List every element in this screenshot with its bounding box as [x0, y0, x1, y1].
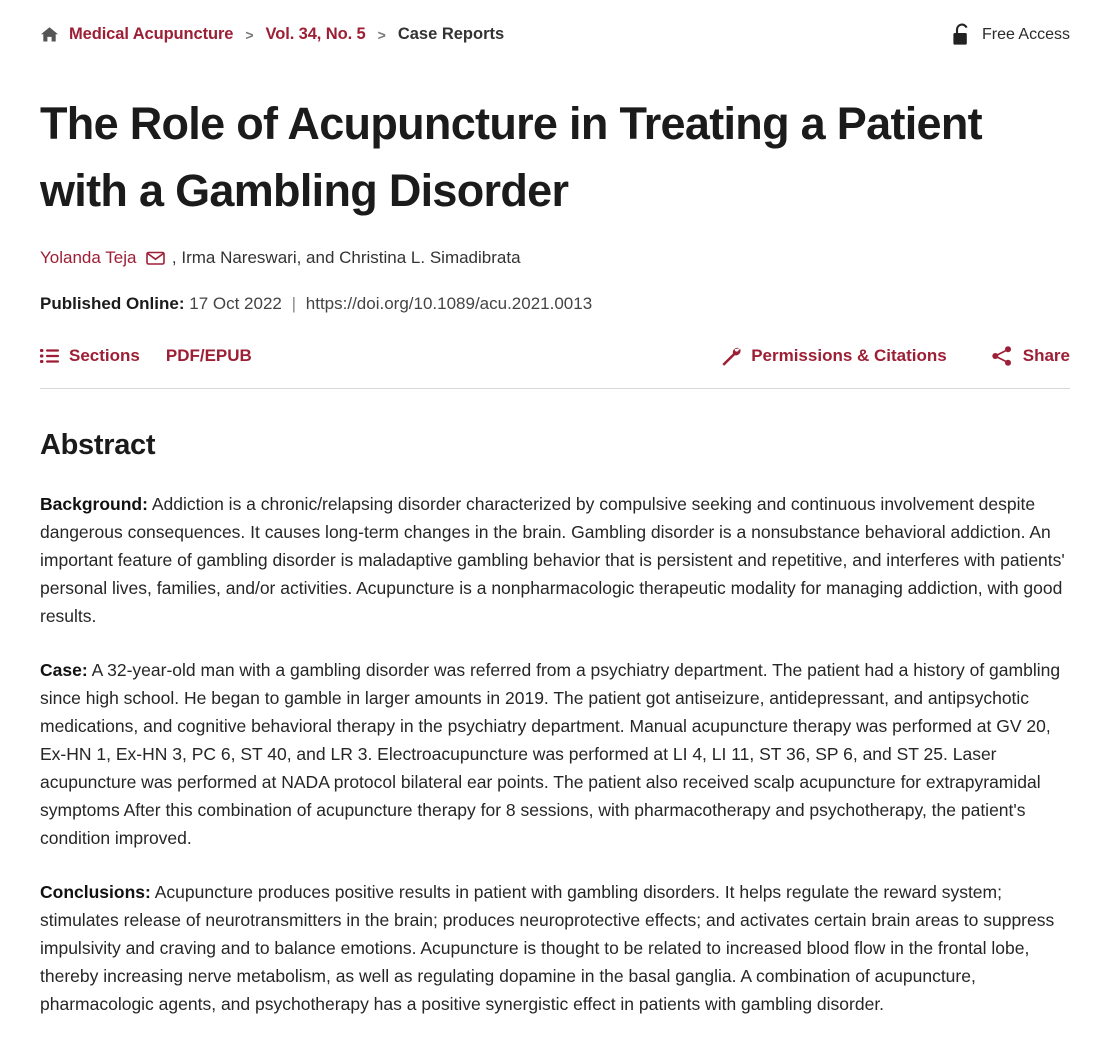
breadcrumb-separator-1: >: [245, 26, 254, 43]
home-icon[interactable]: [40, 26, 59, 43]
abstract-text-case: A 32-year-old man with a gambling disorder was referred from a psychiatry department. The patient had a history of gambling since high school. He began to gamble in larger amounts in 2019. The patient got antiseizure, antidepressant, and antipsychotic medications, and cognitive behavioral therapy in the psychiatry department. Manual acupuncture therapy was performed at GV 20, Ex-HN 1, Ex-HN 3, PC 6, ST 40, and LR 3. Electroacupuncture was performed at LI 4, LI 11, ST 36, SP 6, and ST 25. Laser acupuncture was performed at NADA protocol bilateral ear points. The patient also received scalp acupuncture for extrapyramidal symptoms After this combination of acupuncture therapy for 8 sessions, with pharmacotherapy and psychotherapy, the patient's condition improved.: [40, 659, 1061, 848]
abstract-paragraph-background: [40, 490, 1070, 630]
abstract-paragraph-case: [40, 656, 1070, 852]
free-access-label: Free Access: [981, 25, 1070, 43]
author-primary[interactable]: Yolanda Teja: [40, 248, 137, 268]
article-toolbar: [40, 346, 1070, 389]
breadcrumb-bar: [0, 0, 1102, 47]
breadcrumb: [40, 25, 504, 44]
open-lock-icon: [951, 22, 973, 47]
abstract-paragraph-conclusions: [40, 878, 1070, 1018]
free-access-badge: [951, 22, 1070, 47]
abstract-section: [40, 429, 1070, 1018]
authors-remaining: , Irma Nareswari, and Christina L. Simadibrata: [171, 248, 521, 268]
breadcrumb-volume[interactable]: Vol. 34, No. 5: [265, 25, 366, 43]
pdf-epub-button[interactable]: [166, 346, 252, 366]
share-label: Share: [1022, 345, 1070, 365]
share-icon: [991, 346, 1013, 366]
publication-line: [40, 294, 1062, 314]
sections-label: Sections: [69, 345, 140, 365]
breadcrumb-section: Case Reports: [397, 25, 505, 43]
published-separator: |: [291, 293, 297, 313]
toolbar-right-group: [719, 346, 1070, 366]
page-title: The Role of Acupuncture in Treating a Patient with a Gambling Disorder: [40, 98, 982, 216]
abstract-text-background: Addiction is a chronic/relapsing disorder characterized by compulsive seeking and continuous involvement despite dangerous consequences. It causes long-term changes in the brain. Gambling disorder is a nonsubstance behavioral addiction. An important feature of gambling disorder is maladaptive gambling behavior that is persistent and repetitive, and interferes with patients' personal lives, families, and/or activities. Acupuncture is a nonpharmacologic therapeutic modality for managing addiction, with good results.: [40, 493, 1065, 626]
envelope-icon[interactable]: [146, 251, 165, 265]
published-label: Published Online:: [40, 293, 185, 313]
published-date: 17 Oct 2022: [189, 293, 282, 313]
pdf-epub-label: PDF/EPUB: [165, 345, 252, 365]
abstract-label-case: Case:: [40, 659, 88, 680]
breadcrumb-separator-2: >: [377, 26, 386, 43]
permissions-citations-button[interactable]: [719, 346, 947, 366]
abstract-text-conclusions: Acupuncture produces positive results in patient with gambling disorders. It helps regulate the reward system; stimulates release of neurotransmitters in the brain; produces neuroprotective effects; and activates certain brain areas to suppress impulsivity and craving and to balance emotions. Acupuncture is thought to be related to increased blood flow in the frontal lobe, thereby increasing nerve metabolism, as well as regulating dopamine in the basal ganglia. A combination of acupuncture, pharmacologic agents, and psychotherapy has a positive synergistic effect in patients with gambling disorder.: [40, 881, 1055, 1014]
abstract-label-conclusions: Conclusions:: [40, 881, 151, 902]
author-list: [40, 246, 1062, 270]
wrench-icon: [719, 346, 741, 366]
abstract-heading: Abstract: [40, 428, 156, 461]
doi-link[interactable]: https://doi.org/10.1089/acu.2021.0013: [305, 293, 593, 313]
permissions-citations-label: Permissions & Citations: [751, 345, 947, 365]
sections-button[interactable]: [40, 346, 140, 366]
breadcrumb-journal[interactable]: Medical Acupuncture: [69, 25, 234, 43]
abstract-label-background: Background:: [40, 493, 148, 514]
share-button[interactable]: [991, 346, 1070, 366]
list-icon: [40, 348, 59, 364]
